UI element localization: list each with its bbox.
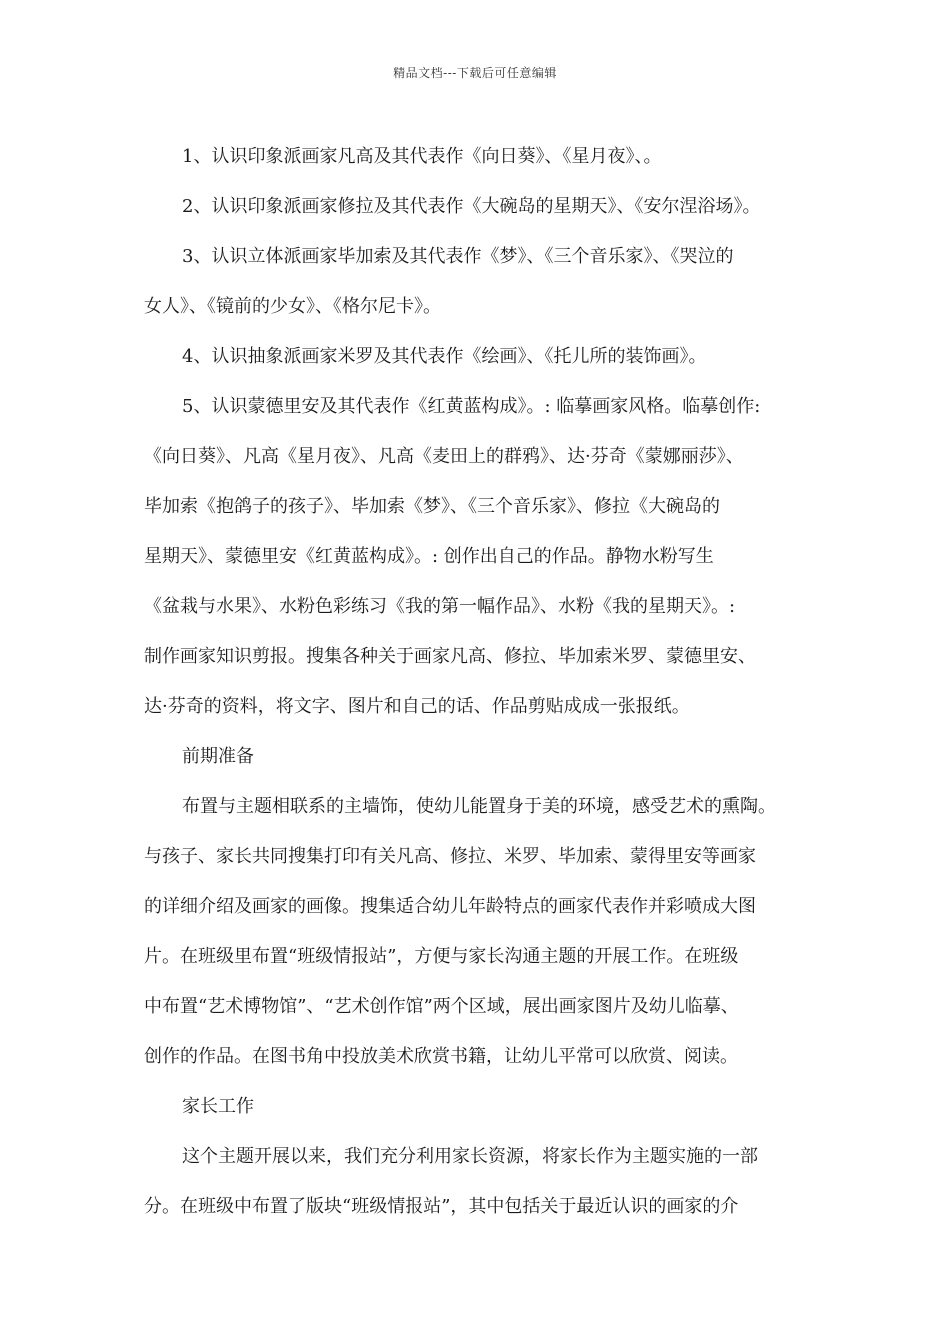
body-line: 布置与主题相联系的主墙饰，使幼儿能置身于美的环境，感受艺术的熏陶。 xyxy=(182,796,776,817)
document-body xyxy=(144,132,814,1232)
body-line: 与孩子、家长共同搜集打印有关凡高、修拉、米罗、毕加索、蒙得里安等画家 xyxy=(144,846,756,867)
body-line: 创作的作品。在图书角中投放美术欣赏书籍，让幼儿平常可以欣赏、阅读。 xyxy=(144,1046,738,1067)
body-line: 3、认识立体派画家毕加索及其代表作《梦》、《三个音乐家》、《哭泣的 xyxy=(182,246,734,267)
body-line: 制作画家知识剪报。搜集各种关于画家凡高、修拉、毕加索米罗、蒙德里安、 xyxy=(144,646,756,667)
body-line: 4、认识抽象派画家米罗及其代表作《绘画》、《托儿所的装饰画》。 xyxy=(182,346,707,367)
body-line: 这个主题开展以来，我们充分利用家长资源，将家长作为主题实施的一部 xyxy=(182,1146,758,1167)
body-line: 星期天》、蒙德里安《红黄蓝构成》。: 创作出自己的作品。静物水粉写生 xyxy=(144,546,714,567)
body-line: 中布置“艺术博物馆”、“艺术创作馆”两个区域，展出画家图片及幼儿临摹、 xyxy=(144,996,739,1017)
body-line: 《盆栽与水果》、水粉色彩练习《我的第一幅作品》、水粉《我的星期天》。: xyxy=(144,596,736,617)
body-line: 1、认识印象派画家凡高及其代表作《向日葵》、《星月夜》、。 xyxy=(182,146,662,167)
section-heading: 家长工作 xyxy=(182,1096,254,1117)
body-line: 5、认识蒙德里安及其代表作《红黄蓝构成》。: 临摹画家风格。临摹创作: xyxy=(182,396,761,417)
page-header: 精品文档---下载后可任意编辑 xyxy=(393,66,557,80)
body-line: 2、认识印象派画家修拉及其代表作《大碗岛的星期天》、《安尔涅浴场》。 xyxy=(182,196,761,217)
body-line: 分。在班级中布置了版块“班级情报站”，其中包括关于最近认识的画家的介 xyxy=(144,1196,739,1217)
body-line: 毕加索《抱鸽子的孩子》、毕加索《梦》、《三个音乐家》、修拉《大碗岛的 xyxy=(144,496,720,517)
body-line: 女人》、《镜前的少女》、《格尔尼卡》。 xyxy=(144,296,441,317)
body-line: 《向日葵》、凡高《星月夜》、凡高《麦田上的群鸦》、达·芬奇《蒙娜丽莎》、 xyxy=(144,446,744,467)
body-line: 的详细介绍及画家的画像。搜集适合幼儿年龄特点的画家代表作并彩喷成大图 xyxy=(144,896,756,917)
section-heading: 前期准备 xyxy=(182,746,254,767)
body-line: 片。在班级里布置“班级情报站”，方便与家长沟通主题的开展工作。在班级 xyxy=(144,946,739,967)
body-line: 达·芬奇的资料，将文字、图片和自己的话、作品剪贴成成一张报纸。 xyxy=(144,696,690,717)
